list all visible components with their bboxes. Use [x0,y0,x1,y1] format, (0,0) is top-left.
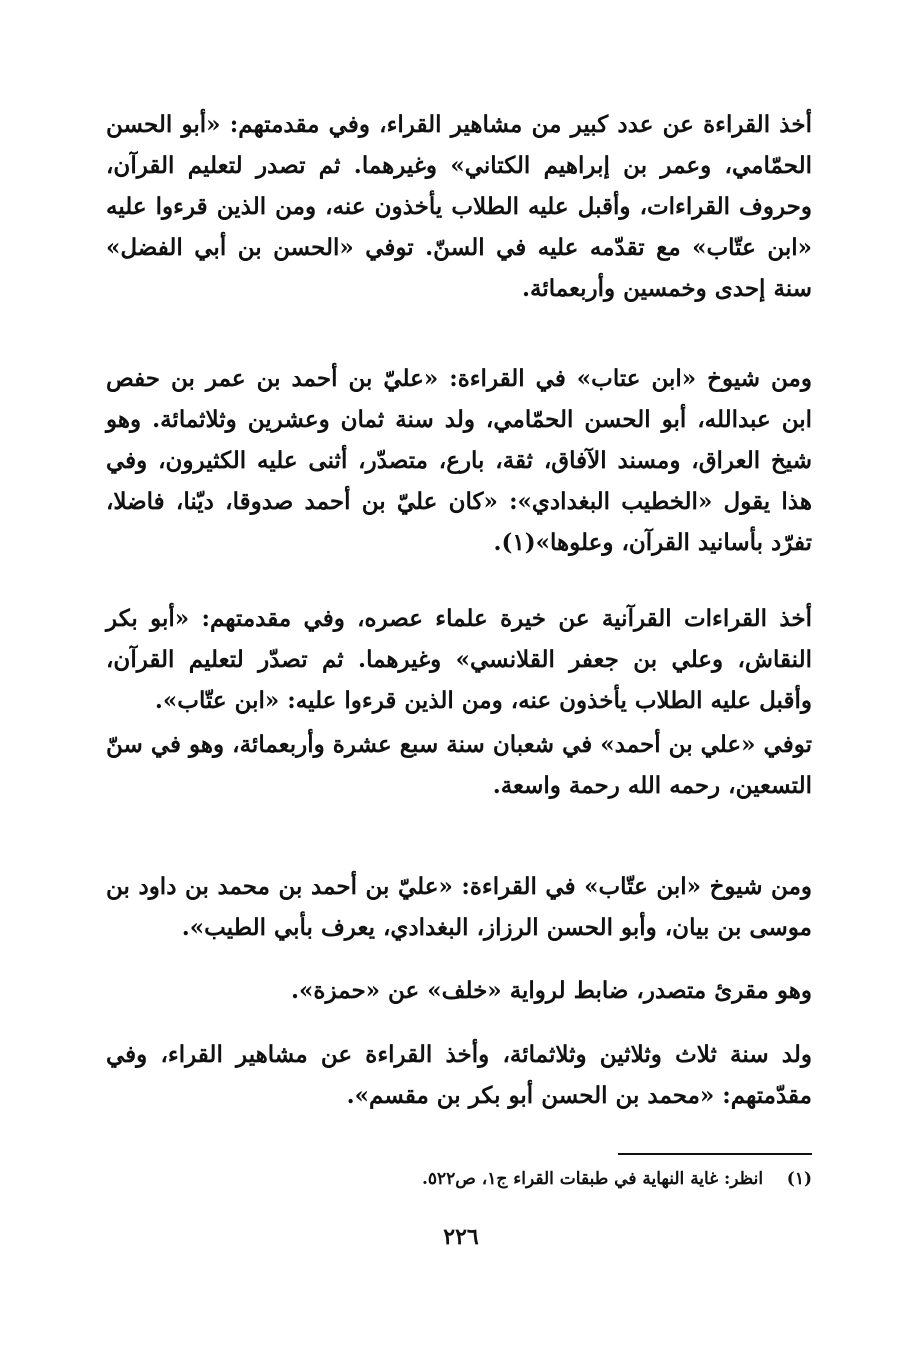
paragraph-2: ومن شيوخ «ابن عتاب» في القراءة: «عليّ بن أحمد بن عمر بن حفص ابن عبدالله، أبو الحسن الحمّامي، ولد سنة ثمان وعشرين وثلاثمائة. وهو شيخ العراق، ومسند الآفاق، ثقة، بارع، متصدّر، أثنى عليه الكثيرون، وفي هذا يقول «الخطيب البغدادي»: «كان عليّ بن أحمد صدوقا، ديّنا، فاضلا، تفرّد بأسانيد القرآن، وعلوها»(١). [106,365,812,556]
paragraph-1: أخذ القراءة عن عدد كبير من مشاهير القراء، وفي مقدمتهم: «أبو الحسن الحمّامي، وعمر بن إبراهيم الكتاني» وغيرهما. ثم تصدر لتعليم القرآن، وحروف القراءات، وأقبل عليه الطلاب يأخذون عنه، ومن الذين قرءوا عليه «ابن عتّاب» مع تقدّمه عليه في السنّ. توفي «الحسن بن أبي الفضل» سنة إحدى وخمسين وأربعمائة. [106,111,812,302]
paragraph-3: أخذ القراءات القرآنية عن خيرة علماء عصره، وفي مقدمتهم: «أبو بكر النقاش، وعلي بن جعفر القلانسي» وغيرهما. ثم تصدّر لتعليم القرآن، وأقبل عليه الطلاب يأخذون عنه، ومن الذين قرءوا عليه: «ابن عتّاب». [106,605,812,714]
paragraph-7: ولد سنة ثلاث وثلاثين وثلاثمائة، وأخذ القراءة عن مشاهير القراء، وفي مقدّمتهم: «محمد بن الحسن أبو بكر بن مقسم». [106,1041,812,1109]
footnote-gap [769,1169,781,1189]
paragraph-6: وهو مقرئ متصدر، ضابط لرواية «خلف» عن «حمزة». [291,977,812,1004]
footnote-divider [618,1153,812,1155]
footnote-text: انظر: غاية النهاية في طبقات القراء ج١، ص٥٢٢. [421,1169,764,1189]
paragraph-4: توفي «علي بن أحمد» في شعبان سنة سبع عشرة وأربعمائة، وهو في سنّ التسعين، رحمه الله رحمة واسعة. [106,731,812,799]
page-number: ٢٢٦ [443,1224,479,1250]
paragraph-5: ومن شيوخ «ابن عتّاب» في القراءة: «عليّ بن أحمد بن محمد بن داود بن موسى بن بيان، وأبو الحسن الرزاز، البغدادي، يعرف بأبي الطيب». [106,873,812,941]
footnote [312,1166,812,1192]
footnote-marker: (١) [786,1169,812,1189]
